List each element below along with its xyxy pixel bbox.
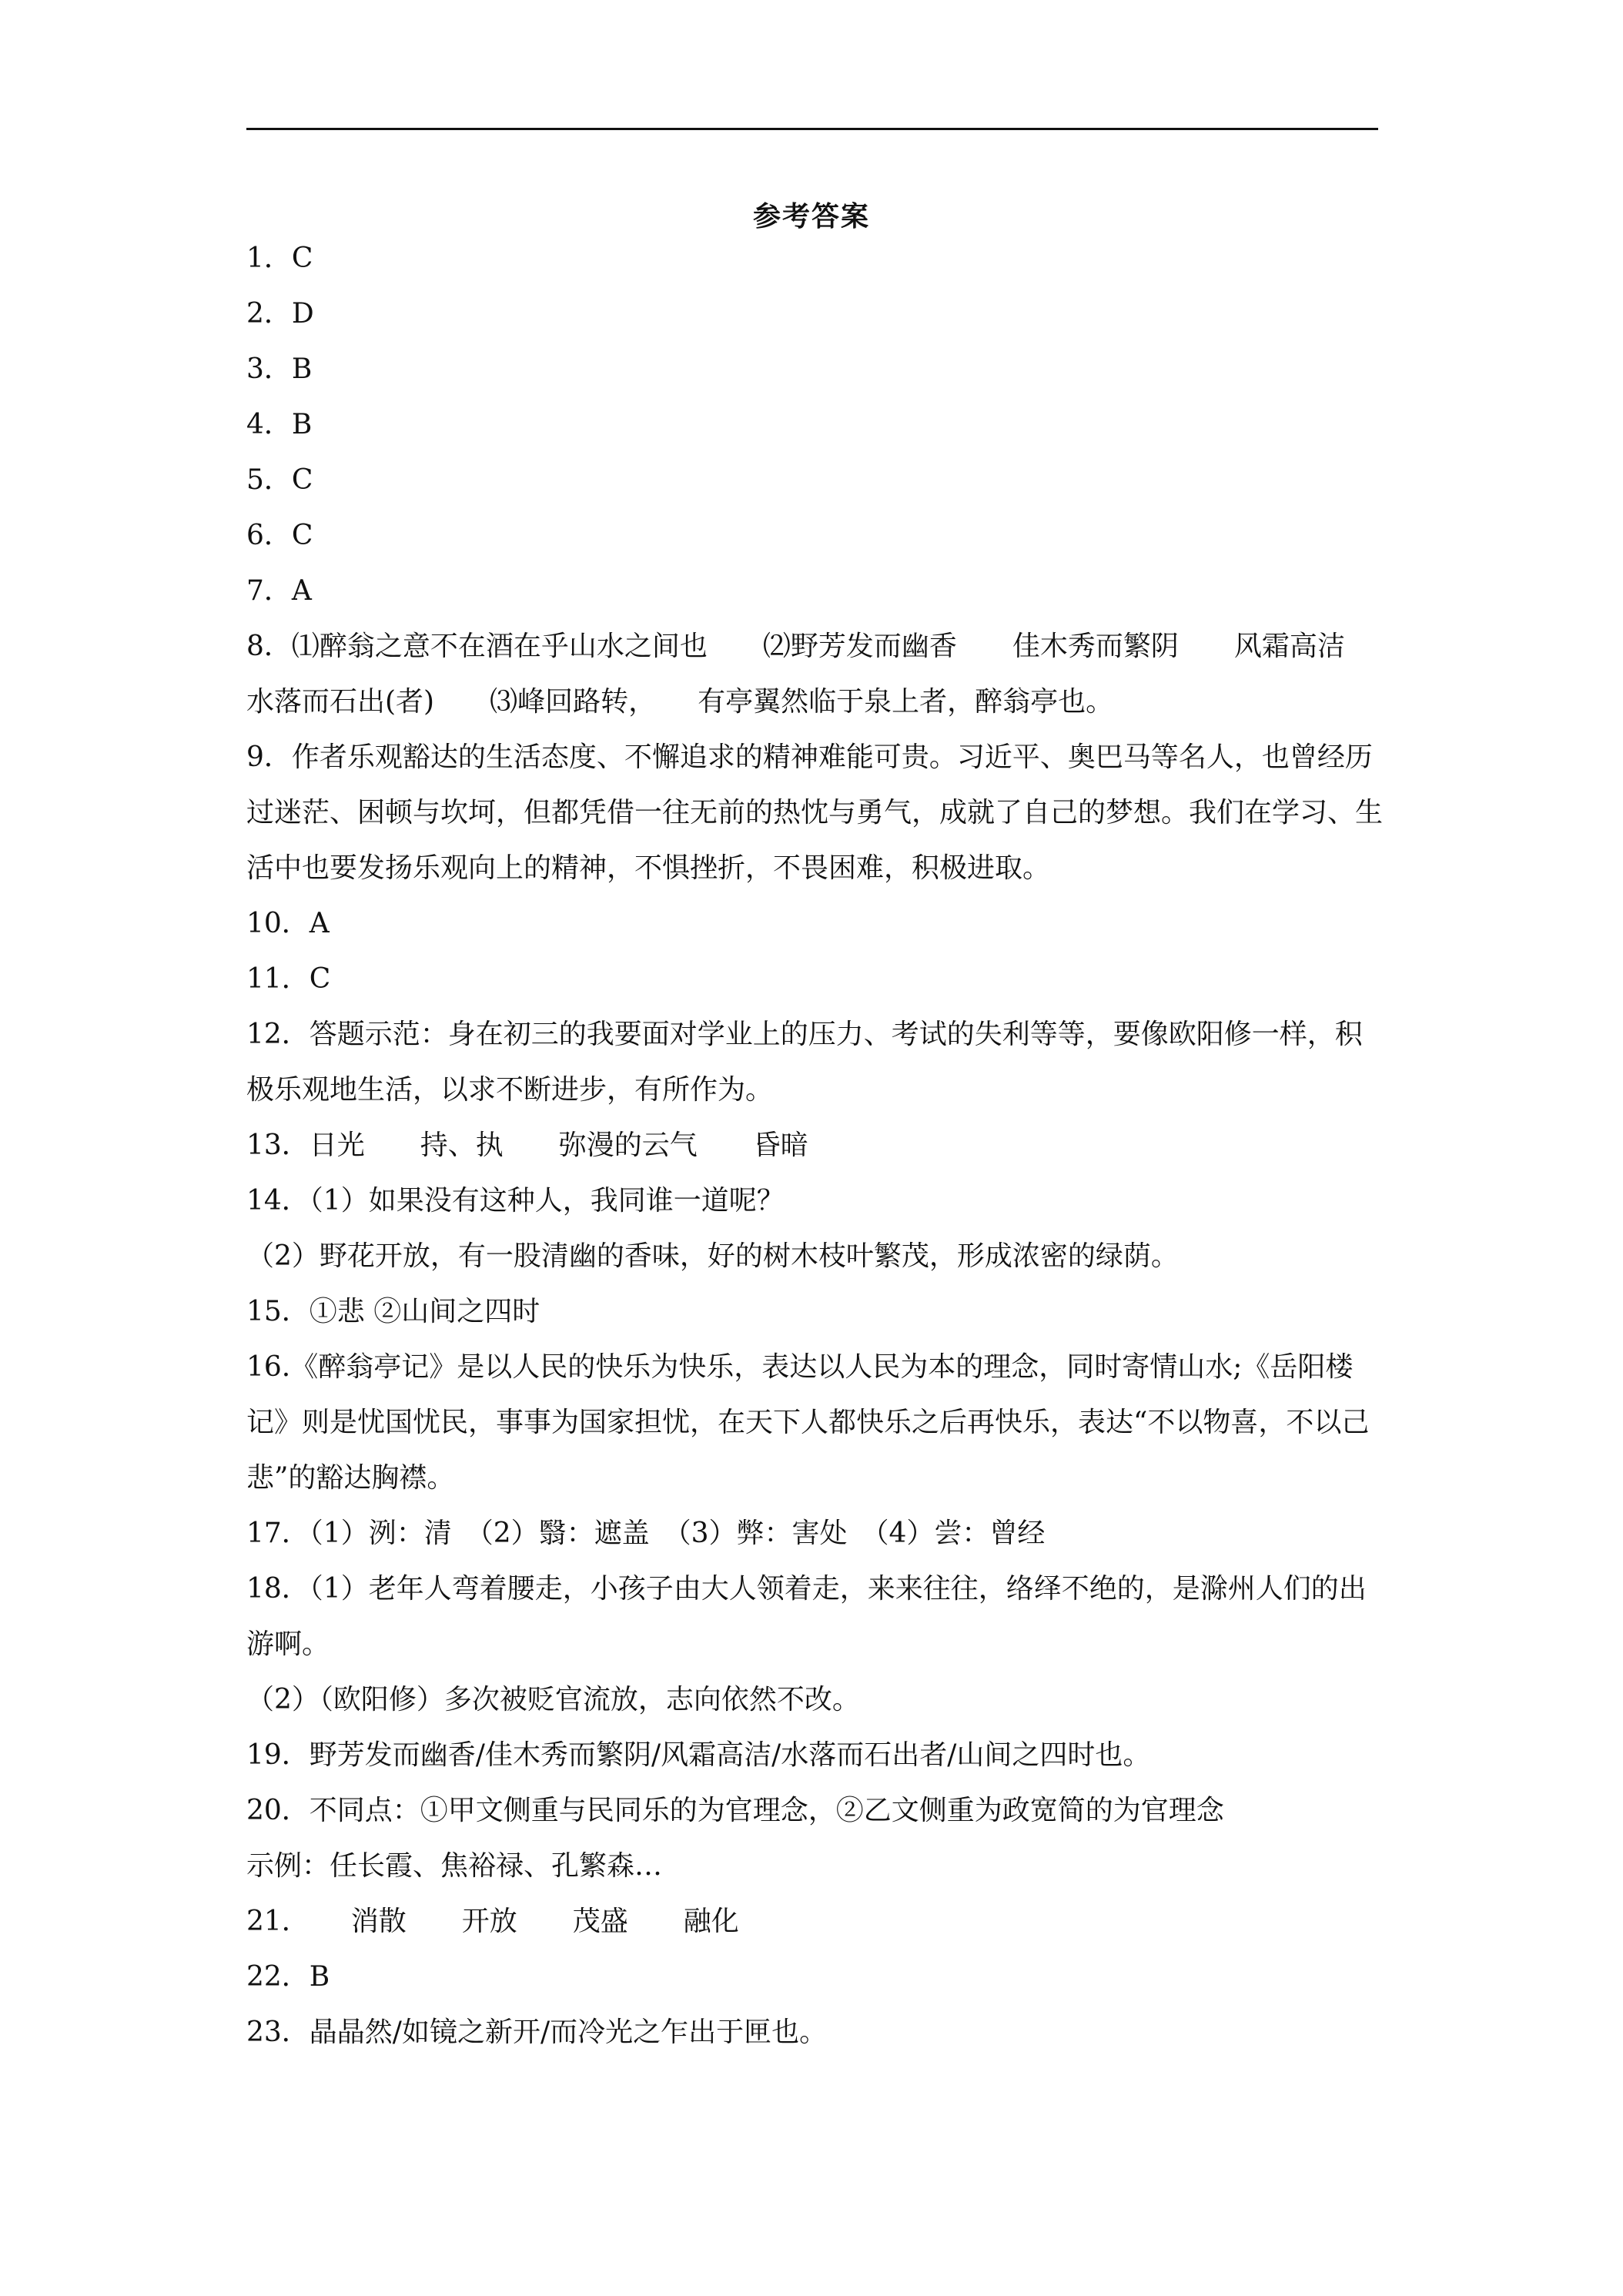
answer-item: 13．日光 持、执 弥漫的云气 昏暗 — [246, 1130, 808, 1161]
header-rule — [246, 128, 1378, 130]
answer-item: 12．答题示范：身在初三的我要面对学业上的压力、考试的失利等等，要像欧阳修一样，积极乐观地生活，以求不断进步，有所作为。 — [246, 1019, 1363, 1106]
answer-item: 16.《醉翁亭记》是以人民的快乐为快乐，表达以人民为本的理念，同时寄情山水;《岳阳楼记》则是忧国忧民，事事为国家担忧，在天下人都快乐之后再快乐，表达“不以物喜，不以己悲”的豁达胸襟。 — [246, 1351, 1370, 1494]
answer-item: 6．C — [246, 520, 313, 551]
answer-item: 11．C — [246, 963, 331, 995]
answer-item: 14．（1）如果没有这种人，我同谁一道呢？ — [246, 1185, 785, 1217]
answer-item: （2）（欧阳修）多次被贬官流放，志向依然不改。 — [246, 1684, 860, 1715]
page-title: 参考答案 — [752, 200, 870, 233]
answer-item: 8．⑴醉翁之意不在酒在乎山水之间也 ⑵野芳发而幽香 佳木秀而繁阴 风霜高洁 水落而石出(者) ⑶峰回路转， 有亭翼然临于泉上者，醉翁亭也。 — [246, 631, 1400, 718]
answer-item: 4．B — [246, 409, 313, 440]
answer-item: 18．（1）老年人弯着腰走，小孩子由大人领着走，来来往往，络绎不绝的，是滁州人们的出游啊。 — [246, 1573, 1367, 1660]
answer-item: 9．作者乐观豁达的生活态度、不懈追求的精神难能可贵。习近平、奥巴马等名人，也曾经历过迷茫、困顿与坎坷，但都凭借一往无前的热忱与勇气，成就了自己的梦想。我们在学习、生活中也要发扬乐观向上的精神，不惧挫折，不畏困难，积极进取。 — [246, 741, 1384, 884]
answer-item: 15．①悲 ②山间之四时 — [246, 1296, 540, 1327]
answer-item: 22．B — [246, 1961, 330, 1993]
answer-item: 10．A — [246, 908, 330, 939]
answer-list — [246, 231, 1400, 2060]
answer-item: 21． 消散 开放 茂盛 融化 — [246, 1906, 739, 1937]
answer-item: （2）野花开放，有一股清幽的香味，好的树木枝叶繁茂，形成浓密的绿荫。 — [246, 1240, 1179, 1272]
answer-item: 2．D — [246, 298, 314, 330]
answer-item: 3．B — [246, 353, 313, 385]
answer-item: 5．C — [246, 464, 313, 496]
answer-item: 23．晶晶然/如镜之新开/而冷光之乍出于匣也。 — [246, 2017, 828, 2048]
answer-item: 示例：任长霞、焦裕禄、孔繁森… — [246, 1850, 663, 1882]
answer-item: 20．不同点：①甲文侧重与民同乐的为官理念，②乙文侧重为政宽简的为官理念 — [246, 1795, 1224, 1826]
answer-item: 7．A — [246, 575, 312, 607]
answer-item: 1．C — [246, 243, 313, 274]
answer-item: 19．野芳发而幽香/佳木秀而繁阴/风霜高洁/水落而石出者/山间之四时也。 — [246, 1739, 1151, 1771]
answer-item: 17．（1）洌：清 （2）翳：遮盖 （3）弊：害处 （4）尝：曾经 — [246, 1518, 1046, 1549]
